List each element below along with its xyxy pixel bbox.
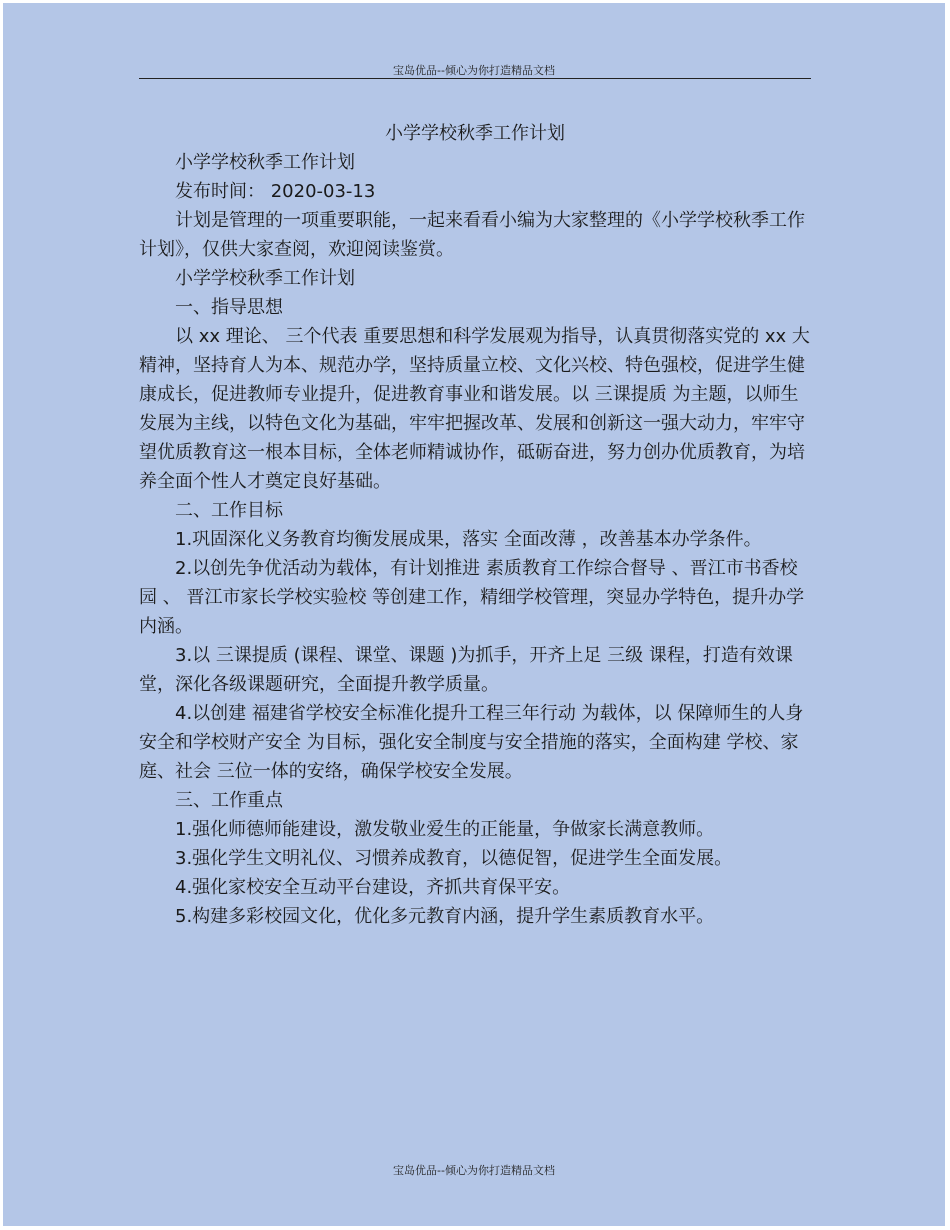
section-heading: 三、工作重点 <box>175 790 283 811</box>
paragraph: 小学学校秋季工作计划 <box>175 152 355 173</box>
document-title: 小学学校秋季工作计划 <box>385 123 565 144</box>
list-item: 1.强化师德师能建设，激发敬业爱生的正能量，争做家长满意教师。 <box>175 819 715 840</box>
list-item: 3.以 三课提质 (课程、课堂、课题 )为抓手，开齐上足 三级 课程，打造有效课堂，深化各级课题研究，全面提升教学质量。 <box>139 645 793 695</box>
paragraph: 小学学校秋季工作计划 <box>175 268 355 289</box>
list-item: 2.以创先争优活动为载体，有计划推进 素质教育工作综合督导 、晋江市书香校园 、 晋江市家长学校实验校 等创建工作，精细学校管理，突显办学特色，提升办学内涵。 <box>139 558 805 637</box>
paragraph: 以 xx 理论、 三个代表 重要思想和科学发展观为指导，认真贯彻落实党的 xx 大精神，坚持育人为本、规范办学，坚持质量立校、文化兴校、特色强校，促进学生健康成长，促进教师专业提升，促进教育事业和谐发展。以 三课提质 为主题，以师生发展为主线，以特色文化为基础，牢牢把握改革、发展和创新这一强大动力，牢牢守望优质教育这一根本目标，全体老师精诚协作，砥砺奋进，努力创办优质教育，为培养全面个性人才奠定良好基础。 <box>139 326 810 492</box>
list-item: 4.以创建 福建省学校安全标准化提升工程三年行动 为载体，以 保障师生的人身安全和学校财产安全 为目标，强化安全制度与安全措施的落实，全面构建 学校、家庭、社会 三位一体的安络，确保学校安全发展。 <box>139 703 804 782</box>
document-page <box>3 3 945 1226</box>
publish-date: 发布时间： 2020-03-13 <box>175 181 376 202</box>
paragraph: 计划是管理的一项重要职能，一起来看看小编为大家整理的《小学学校秋季工作计划》，仅供大家查阅，欢迎阅读鉴赏。 <box>139 210 805 260</box>
section-heading: 二、工作目标 <box>175 500 283 521</box>
list-item: 3.强化学生文明礼仪、习惯养成教育，以德促智，促进学生全面发展。 <box>175 848 733 869</box>
page-footer: 宝岛优品--倾心为你打造精品文档 <box>393 1164 555 1177</box>
document-body <box>139 119 811 931</box>
header-divider <box>139 78 811 79</box>
list-item: 4.强化家校安全互动平台建设，齐抓共育保平安。 <box>175 877 571 898</box>
list-item: 1.巩固深化义务教育均衡发展成果，落实 全面改薄 ，改善基本办学条件。 <box>175 529 762 550</box>
section-heading: 一、指导思想 <box>175 297 283 318</box>
page-header: 宝岛优品--倾心为你打造精品文档 <box>393 64 555 77</box>
list-item: 5.构建多彩校园文化，优化多元教育内涵，提升学生素质教育水平。 <box>175 906 715 927</box>
